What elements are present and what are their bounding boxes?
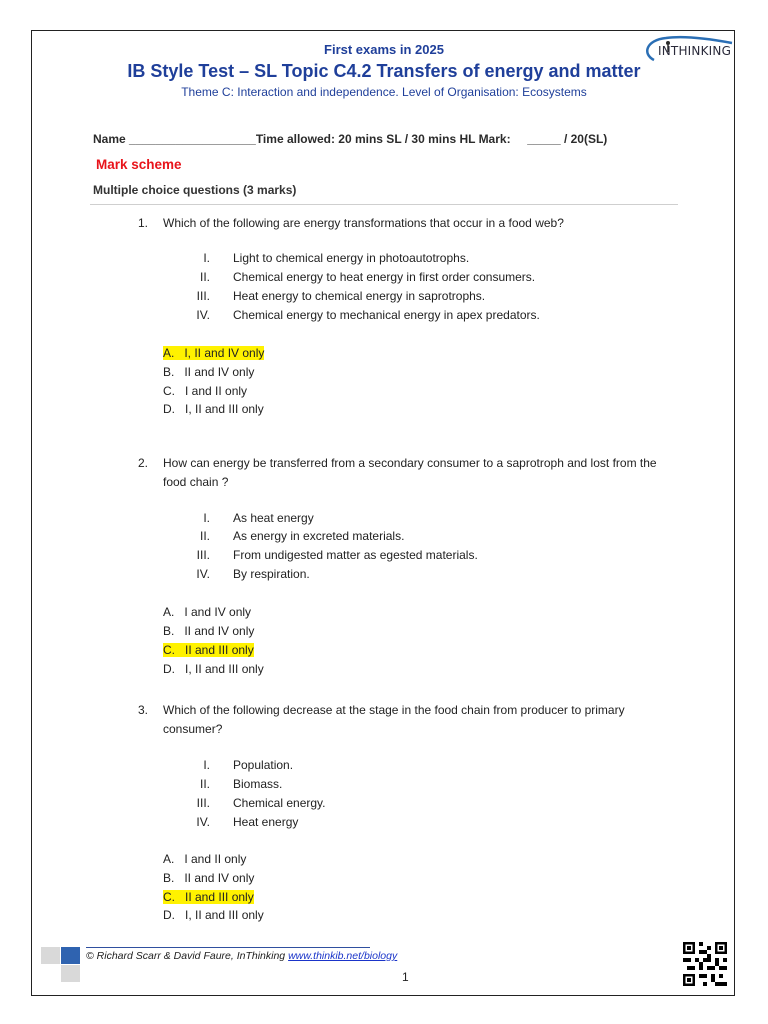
- footer-blue-square: [61, 947, 80, 964]
- statement-text: Heat energy to chemical energy in saprotrophs.: [233, 289, 486, 303]
- statement-text: As energy in excreted materials.: [233, 529, 405, 543]
- student-info-line: Name ___________________Time allowed: 20 mins SL / 30 mins HL Mark: _____ / 20(SL): [93, 132, 608, 146]
- correct-answer-option: A. I, II and IV only: [163, 346, 265, 360]
- footer-gray-square: [41, 947, 60, 964]
- answer-option: D. I, II and III only: [163, 402, 264, 416]
- statement-text: Light to chemical energy in photoautotrophs.: [233, 251, 470, 265]
- page-number: 1: [402, 970, 409, 984]
- statement-numeral: III.: [196, 796, 210, 810]
- statement-text: Population.: [233, 758, 294, 772]
- qr-code-icon: [683, 942, 727, 986]
- footer-copyright: [86, 950, 397, 962]
- statement-text: Biomass.: [233, 777, 283, 791]
- question-text: Which of the following decrease at the stage in the food chain from producer to primary consumer?: [163, 703, 625, 736]
- answer-option: B. II and IV only: [163, 624, 255, 638]
- answer-option: D. I, II and III only: [163, 662, 264, 676]
- statement-text: Chemical energy to heat energy in first order consumers.: [233, 270, 536, 284]
- statement-text: From undigested matter as egested materials.: [233, 548, 478, 562]
- section-title: Multiple choice questions (3 marks): [93, 183, 297, 197]
- statement-text: As heat energy: [233, 511, 314, 525]
- statement-text: Chemical energy.: [233, 796, 326, 810]
- statement-text: By respiration.: [233, 567, 310, 581]
- statement-numeral: IV.: [196, 308, 210, 322]
- logo-text: INTHINKING: [658, 44, 732, 58]
- mark-scheme-label: Mark scheme: [96, 157, 182, 172]
- statement-numeral: III.: [196, 548, 210, 562]
- correct-answer-option: C. II and III only: [163, 643, 254, 657]
- document-title: IB Style Test – SL Topic C4.2 Transfers of energy and matter: [127, 61, 641, 81]
- answer-option: A. I and II only: [163, 852, 247, 866]
- page-border: [31, 30, 735, 996]
- question-text: How can energy be transferred from a secondary consumer to a saprotroph and lost from the food chain ?: [163, 456, 657, 489]
- statement-numeral: I.: [203, 251, 210, 265]
- correct-answer-option: C. II and III only: [163, 890, 254, 904]
- statement-numeral: I.: [203, 511, 210, 525]
- theme-subtitle: Theme C: Interaction and independence. Level of Organisation: Ecosystems: [181, 85, 587, 99]
- statement-numeral: II.: [199, 777, 210, 791]
- statement-text: Chemical energy to mechanical energy in apex predators.: [233, 308, 540, 322]
- question-number: 2.: [138, 456, 149, 470]
- answer-option: B. II and IV only: [163, 871, 255, 885]
- statement-numeral: II.: [199, 270, 210, 284]
- statement-numeral: III.: [196, 289, 210, 303]
- answer-option: B. II and IV only: [163, 365, 255, 379]
- answer-option: A. I and IV only: [163, 605, 252, 619]
- statement-numeral: IV.: [196, 567, 210, 581]
- footer-divider: [86, 947, 370, 948]
- question-number: 3.: [138, 703, 149, 717]
- answer-option: D. I, II and III only: [163, 908, 264, 922]
- answer-option: C. I and II only: [163, 384, 248, 398]
- question-text: Which of the following are energy transformations that occur in a food web?: [163, 216, 564, 230]
- first-exams-label: First exams in 2025: [324, 42, 444, 57]
- section-divider: [90, 204, 678, 205]
- footer-link[interactable]: www.thinkib.net/biology: [288, 950, 398, 962]
- statement-numeral: I.: [203, 758, 210, 772]
- footer-gray-square: [61, 965, 80, 982]
- statement-numeral: II.: [199, 529, 210, 543]
- inthinking-logo: [640, 34, 734, 66]
- question-number: 1.: [138, 216, 149, 230]
- statement-text: Heat energy: [233, 815, 299, 829]
- copyright-text: © Richard Scarr & David Faure, InThinking: [86, 950, 289, 962]
- statement-numeral: IV.: [196, 815, 210, 829]
